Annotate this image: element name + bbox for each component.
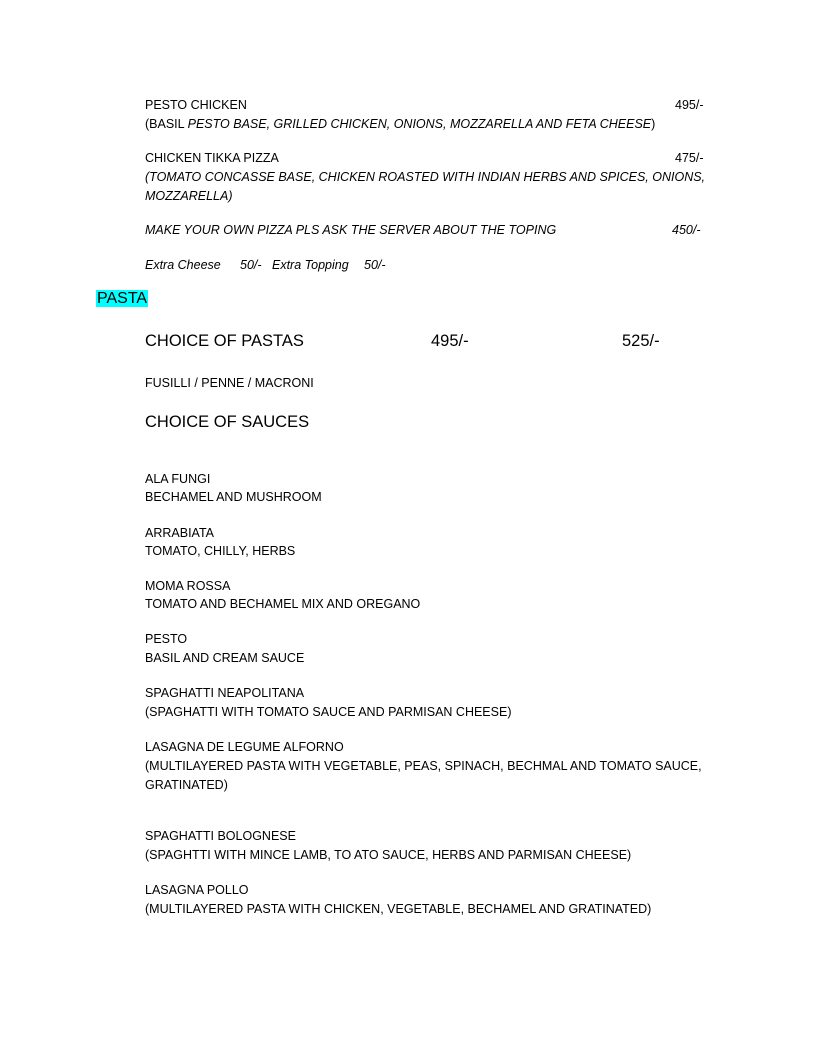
make-your-own-price: 450/- — [672, 223, 701, 237]
extra-topping-price: 50/- — [364, 258, 386, 272]
dish-name: SPAGHATTI BOLOGNESE — [145, 829, 296, 843]
pesto-chicken-desc-close: ) — [651, 117, 656, 131]
sauce-name: ARRABIATA — [145, 526, 214, 540]
pesto-chicken-name: PESTO CHICKEN — [145, 98, 247, 112]
chicken-tikka-desc-line1: (TOMATO CONCASSE BASE, CHICKEN ROASTED WITH INDIAN HERBS AND SPICES, ONIONS, — [145, 170, 706, 184]
chicken-tikka-name: CHICKEN TIKKA PIZZA — [145, 151, 279, 165]
pasta-price-1: 495/- — [431, 332, 469, 350]
sauce-desc: TOMATO, CHILLY, HERBS — [145, 544, 296, 558]
pasta-price-2: 525/- — [622, 332, 660, 350]
dish-desc-cont: GRATINATED) — [145, 778, 228, 792]
dish-desc: (MULTILAYERED PASTA WITH VEGETABLE, PEAS, SPINACH, BECHMAL AND TOMATO SAUCE, — [145, 759, 702, 773]
make-your-own-text: MAKE YOUR OWN PIZZA PLS ASK THE SERVER ABOUT THE TOPING — [145, 223, 557, 237]
dish-name: SPAGHATTI NEAPOLITANA — [145, 686, 305, 700]
sauce-desc: TOMATO AND BECHAMEL MIX AND OREGANO — [145, 597, 421, 611]
pesto-chicken-price: 495/- — [675, 98, 704, 112]
pesto-chicken-desc — [145, 115, 655, 134]
sauce-name: MOMA ROSSA — [145, 579, 231, 593]
sauce-desc: BECHAMEL AND MUSHROOM — [145, 490, 322, 504]
dish-name: LASAGNA POLLO — [145, 883, 249, 897]
pesto-chicken-desc-open: (BASIL — [145, 117, 188, 131]
dish-name: LASAGNA DE LEGUME ALFORNO — [145, 740, 344, 754]
chicken-tikka-desc-line2: MOZZARELLA) — [145, 189, 233, 203]
extra-topping-label: Extra Topping — [272, 258, 349, 272]
sauce-desc: BASIL AND CREAM SAUCE — [145, 651, 305, 665]
sauce-name: ALA FUNGI — [145, 472, 211, 486]
pasta-types: FUSILLI / PENNE / MACRONI — [145, 376, 314, 390]
dish-desc: (SPAGHATTI WITH TOMATO SAUCE AND PARMISAN CHEESE) — [145, 705, 512, 719]
sauce-name: PESTO — [145, 632, 188, 646]
dish-desc: (MULTILAYERED PASTA WITH CHICKEN, VEGETABLE, BECHAMEL AND GRATINATED) — [145, 902, 652, 916]
choice-of-pastas: CHOICE OF PASTAS — [145, 332, 304, 350]
chicken-tikka-price: 475/- — [675, 151, 704, 165]
pasta-heading — [96, 288, 148, 310]
pasta-heading-text: PASTA — [97, 290, 148, 307]
choice-of-sauces: CHOICE OF SAUCES — [145, 413, 310, 431]
extra-cheese-label: Extra Cheese — [145, 258, 221, 272]
dish-desc: (SPAGHTTI WITH MINCE LAMB, TO ATO SAUCE, HERBS AND PARMISAN CHEESE) — [145, 848, 632, 862]
extra-cheese-price: 50/- — [240, 258, 262, 272]
pesto-chicken-desc-italic: PESTO BASE, GRILLED CHICKEN, ONIONS, MOZZARELLA AND FETA CHEESE — [187, 117, 652, 131]
